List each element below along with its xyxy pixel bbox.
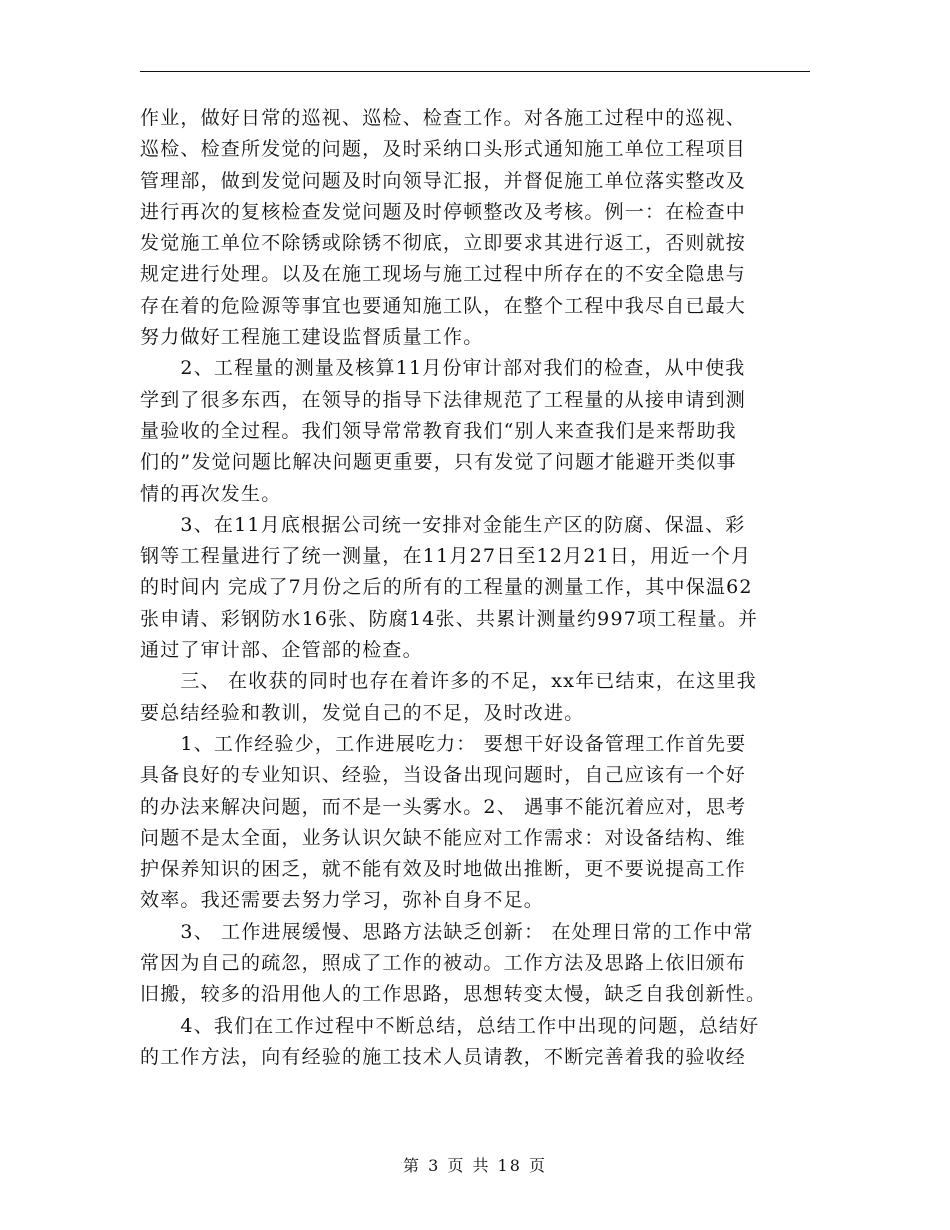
paragraph-6 <box>140 917 812 1011</box>
page-number-footer: 第 3 页 共 18 页 <box>403 1156 547 1175</box>
text-line: 量验收的全过程。我们领导常常教育我们“别人来查我们是来帮助我 <box>140 419 737 442</box>
paragraph-4 <box>140 666 812 729</box>
paragraph-5 <box>140 729 812 917</box>
text-line: 的工作方法，向有经验的施工技术人员请教，不断完善着我的验收经 <box>140 1045 747 1068</box>
text-line: 学到了很多东西，在领导的指导下法律规范了工程量的从接申请到测 <box>140 388 747 411</box>
document-body <box>140 103 812 1073</box>
text-line: 存在着的危险源等事宜也要通知施工队，在整个工程中我尽自已最大 <box>140 294 747 317</box>
text-line: 努力做好工程施工建设监督质量工作。 <box>140 326 484 349</box>
text-line: 旧搬，较多的沿用他人的工作思路，思想转变太慢，缺乏自我创新性。 <box>140 983 767 1006</box>
text-line: 效率。我还需要去努力学习，弥补自身不足。 <box>140 889 545 912</box>
text-line: 通过了审计部、企管部的检查。 <box>140 639 423 662</box>
text-line: 问题不是太全面，业务认识欠缺不能应对工作需求：对设备结构、维 <box>140 826 747 849</box>
text-line: 的时间内 完成了7月份之后的所有的工程量的测量工作，其中保温62 <box>140 576 753 599</box>
text-line: 们的”发觉问题比解决问题更重要，只有发觉了问题才能避开类似事 <box>140 451 737 474</box>
text-line: 1、工作经验少，工作进展吃力： 要想干好设备管理工作首先要 <box>140 732 747 755</box>
text-line: 管理部，做到发觉问题及时向领导汇报，并督促施工单位落实整改及 <box>140 169 747 192</box>
text-line: 三、 在收获的同时也存在着许多的不足，xx年已结束，在这里我 <box>140 670 757 693</box>
text-line: 进行再次的复核检查发觉问题及时停顿整改及考核。例一：在检查中 <box>140 200 747 223</box>
text-line: 3、在11月底根据公司统一安排对金能生产区的防腐、保温、彩 <box>140 513 746 536</box>
paragraph-3 <box>140 510 812 666</box>
text-line: 2、工程量的测量及核算11月份审计部对我们的检查，从中使我 <box>140 357 746 380</box>
text-line: 作业，做好日常的巡视、巡检、检查工作。对各施工过程中的巡视、 <box>140 107 747 129</box>
text-line: 3、 工作进展缓慢、思路方法缺乏创新： 在处理日常的工作中常 <box>140 920 754 943</box>
paragraph-7 <box>140 1011 812 1074</box>
text-line: 要总结经验和教训，发觉自己的不足，及时改进。 <box>140 701 585 724</box>
text-line: 的办法来解决问题，而不是一头雾水。2、 遇事不能沉着应对，思考 <box>140 795 747 818</box>
text-line: 发觉施工单位不除锈或除锈不彻底，立即要求其进行返工，否则就按 <box>140 232 747 255</box>
text-line: 钢等工程量进行了统一测量，在11月27日至12月21日，用近一个月 <box>140 545 752 568</box>
text-line: 常因为自己的疏忽，照成了工作的被动。工作方法及思路上依旧颁布 <box>140 952 747 975</box>
header-rule <box>140 71 810 72</box>
text-line: 护保养知识的困乏，就不能有效及时地做出推断，更不要说提高工作 <box>140 858 747 881</box>
text-line: 情的再次发生。 <box>140 482 282 505</box>
text-line: 具备良好的专业知识、经验，当设备出现问题时，自己应该有一个好 <box>140 764 747 787</box>
paragraph-2 <box>140 353 812 509</box>
text-line: 巡检、检查所发觉的问题，及时采纳口头形式通知施工单位工程项目 <box>140 138 747 161</box>
text-line: 规定进行处理。以及在施工现场与施工过程中所存在的不安全隐患与 <box>140 263 747 286</box>
text-line: 张申请、彩钢防水16张、防腐14张、共累计测量约997项工程量。并 <box>140 607 759 630</box>
text-line: 4、我们在工作过程中不断总结，总结工作中出现的问题，总结好 <box>140 1014 760 1037</box>
paragraph-1 <box>140 103 812 353</box>
